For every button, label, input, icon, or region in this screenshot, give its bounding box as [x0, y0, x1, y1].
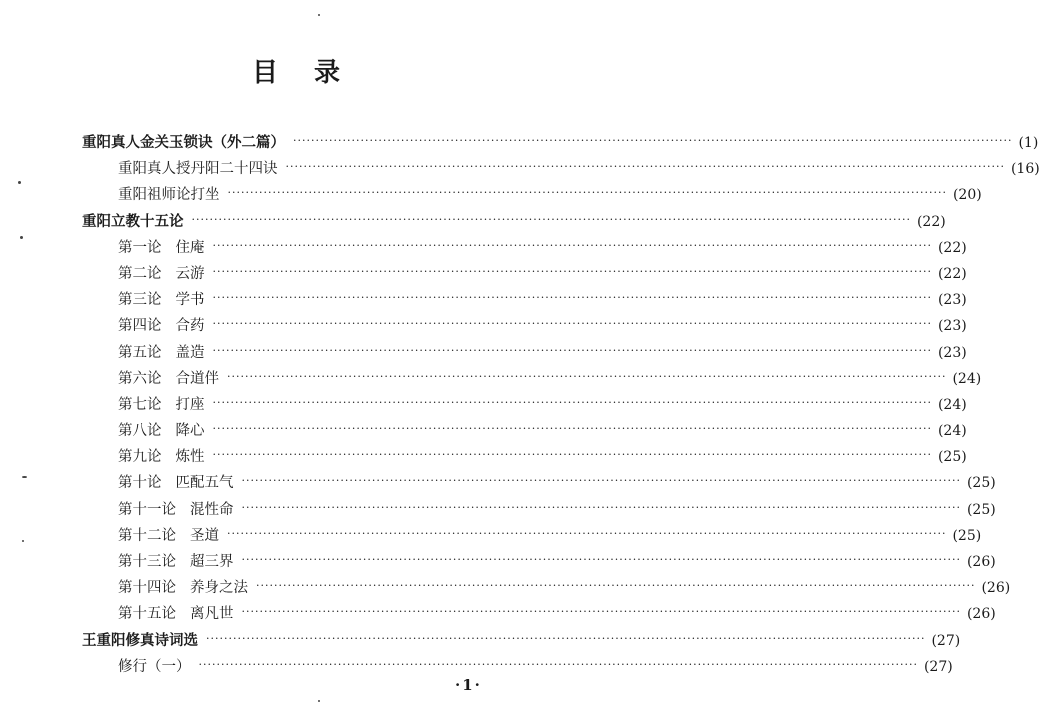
toc-entry-page: (22) [937, 265, 967, 282]
dot-leader: ································································································································································ [241, 553, 961, 566]
toc-entry [82, 157, 1040, 183]
toc-entry [82, 393, 967, 419]
toc-entry [82, 183, 982, 209]
toc-entry-page: (24) [937, 396, 967, 413]
toc-entry-page: (25) [937, 449, 967, 466]
toc-entry-number: 第八论 [118, 423, 162, 440]
toc-entry-number: 第十二论 [118, 527, 176, 544]
dot-leader: ································································································································································ [212, 422, 932, 436]
toc-entry [82, 445, 967, 471]
toc-entry [82, 576, 1011, 602]
toc-entry [82, 210, 946, 236]
toc-entry-title [118, 367, 219, 388]
toc-entry-text: 混性命 [190, 501, 234, 518]
toc-entry-text: 合道伴 [175, 370, 219, 387]
dot-leader: ································································································································································ [227, 186, 947, 200]
toc-entry-text: 降心 [175, 423, 205, 440]
toc-entry-text: 匹配五气 [175, 475, 234, 492]
toc-entry-text: 合药 [175, 318, 205, 335]
toc-entry-page: (25) [966, 475, 996, 492]
toc-entry-page: (22) [937, 239, 967, 256]
toc-entry-page: (27) [931, 632, 961, 649]
toc-entry-title [118, 471, 234, 492]
toc-entry-page: (23) [937, 292, 967, 309]
dot-leader: ································································································································································ [212, 343, 932, 357]
scan-speck [318, 700, 320, 702]
toc-entry-title [118, 550, 234, 571]
toc-entry-title [118, 445, 205, 466]
toc-entry-number: 第十五论 [118, 606, 176, 623]
toc-entry-title [118, 524, 219, 545]
toc-entry-number: 第十论 [118, 475, 162, 492]
toc-entry-text: 离凡世 [190, 606, 234, 623]
toc-entry-title [118, 341, 205, 362]
page-title: 目录 [251, 58, 376, 88]
toc-entry-text: 重阳祖师论打坐 [118, 187, 220, 204]
toc-entry-page: (26) [966, 606, 996, 623]
toc-entry-text: 住庵 [175, 239, 205, 256]
toc-entry-number: 第四论 [118, 318, 162, 335]
toc-entry-number: 第十四论 [118, 580, 176, 597]
toc-entry-text: 圣道 [190, 527, 219, 544]
toc-entry-number: 第九论 [118, 449, 162, 466]
toc-entry-number: 第六论 [118, 370, 162, 387]
dot-leader: ································································································································································ [212, 291, 932, 305]
toc-entry-page: (20) [952, 187, 982, 204]
dot-leader: ································································································································································ [293, 134, 1013, 147]
dot-leader: ································································································································································ [256, 579, 976, 593]
page-number: ·1· [455, 676, 482, 694]
dot-leader: ································································································································································ [285, 160, 1005, 174]
toc-entry-title [118, 655, 191, 676]
toc-entry-title [118, 602, 234, 623]
dot-leader: ································································································································································ [212, 448, 932, 462]
toc-entry [82, 498, 996, 524]
toc-entry-text: 重阳立教十五论 [82, 212, 184, 230]
dot-leader: ································································································································································ [206, 631, 926, 645]
toc-entry-number: 第二论 [118, 265, 162, 282]
dot-leader: ································································································································································ [227, 526, 947, 540]
toc-entry [82, 262, 967, 288]
toc-entry [82, 367, 982, 393]
dot-leader: ································································································································································ [191, 212, 911, 226]
toc-entry [82, 602, 996, 628]
toc-entry-text: 超三界 [190, 554, 234, 570]
table-of-contents [82, 131, 1040, 681]
toc-entry [82, 471, 996, 497]
toc-entry [82, 236, 967, 262]
toc-entry-page: (26) [981, 580, 1011, 597]
toc-entry-number: 第十一论 [118, 501, 176, 518]
dot-leader: ································································································································································ [212, 317, 932, 331]
toc-entry-title [118, 314, 205, 335]
dot-leader: ································································································································································ [241, 474, 961, 488]
toc-entry-text: 打座 [175, 396, 205, 413]
toc-entry-text: 盖造 [175, 344, 205, 361]
dot-leader: ································································································································································ [198, 657, 918, 671]
dot-leader: ································································································································································ [241, 605, 961, 619]
dot-leader: ································································································································································ [212, 395, 932, 409]
toc-entry-page: (27) [923, 658, 953, 675]
toc-entry-text: 养身之法 [190, 580, 248, 597]
toc-entry-text: 云游 [175, 265, 205, 282]
toc-entry-title [82, 131, 285, 152]
toc-entry-title [118, 236, 205, 257]
toc-entry-title [118, 288, 205, 309]
toc-entry-text: 王重阳修真诗词选 [82, 631, 198, 649]
toc-entry [82, 629, 961, 655]
toc-entry-number: 第一论 [118, 239, 162, 256]
toc-entry-title [82, 629, 198, 650]
dot-leader: ································································································································································ [241, 500, 961, 514]
toc-entry [82, 550, 996, 576]
toc-entry-title [118, 183, 220, 204]
scan-speck [22, 540, 24, 542]
toc-entry-page: (22) [916, 213, 946, 230]
toc-entry-text: 重阳真人授丹阳二十四诀 [118, 161, 278, 178]
scan-speck [318, 14, 320, 16]
toc-entry-title [82, 210, 184, 231]
toc-entry-title [118, 498, 234, 519]
toc-entry-number: 第七论 [118, 396, 162, 413]
toc-entry-number: 第十三论 [118, 554, 176, 570]
scan-speck [20, 236, 23, 239]
toc-entry-page: (25) [952, 527, 982, 544]
toc-entry-text: 学书 [175, 292, 205, 309]
toc-entry-page: (24) [952, 370, 982, 387]
dot-leader: ································································································································································ [212, 264, 932, 278]
toc-entry-page: (24) [937, 423, 967, 440]
dot-leader: ································································································································································ [227, 369, 947, 383]
toc-entry-text: 修行（一） [118, 658, 191, 675]
toc-entry [82, 288, 967, 314]
toc-entry-title [118, 419, 205, 440]
toc-entry [82, 314, 967, 340]
toc-entry-title [118, 393, 205, 414]
toc-entry-text: 重阳真人金关玉锁诀（外二篇） [82, 134, 285, 151]
toc-entry-page: (23) [937, 318, 967, 335]
toc-entry [82, 524, 982, 550]
toc-entry-page: (25) [966, 501, 996, 518]
toc-entry-title [118, 262, 205, 283]
scan-speck [22, 476, 27, 478]
toc-entry-number: 第五论 [118, 344, 162, 361]
toc-entry-title [118, 576, 248, 597]
toc-entry-text: 炼性 [175, 449, 205, 466]
scan-speck [18, 181, 21, 184]
toc-entry [82, 419, 967, 445]
toc-entry-number: 第三论 [118, 292, 162, 309]
toc-entry-page: (23) [937, 344, 967, 361]
toc-entry-page: (1) [1018, 135, 1039, 151]
toc-entry-title [118, 157, 278, 178]
toc-entry-page: (16) [1010, 161, 1040, 178]
toc-entry [82, 131, 1039, 157]
toc-entry [82, 341, 967, 367]
dot-leader: ································································································································································ [212, 238, 932, 252]
toc-entry-page: (26) [966, 554, 996, 570]
